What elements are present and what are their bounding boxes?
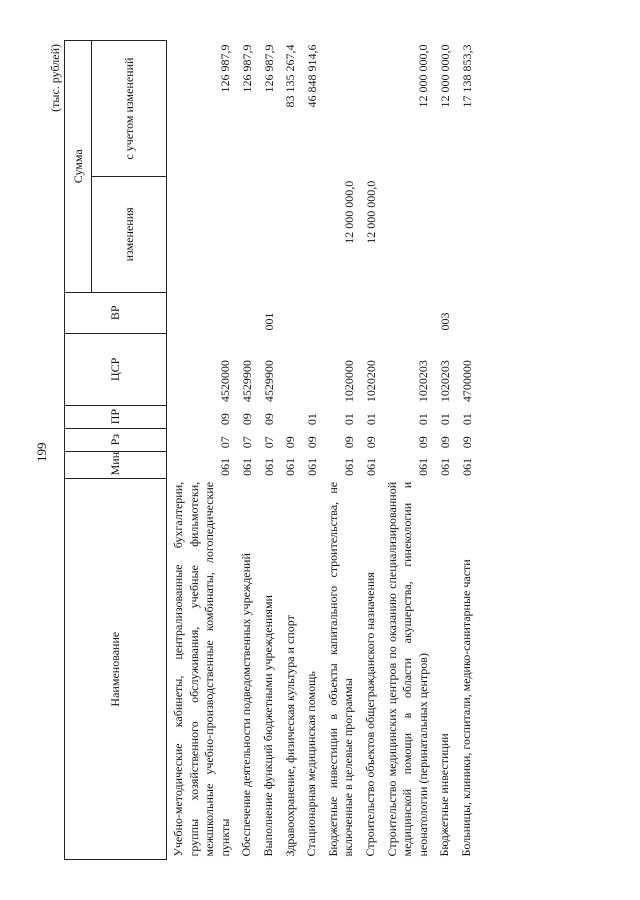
table-row [322,41,359,860]
header-with-changes: с учетом изменений [92,41,167,177]
row-total [359,41,381,177]
row-vr [455,292,477,334]
row-name: Больницы, клиники, госпитали, медико-санитарные части [458,559,473,857]
row-pr: 01 [459,413,474,426]
row-change [257,177,279,292]
row-change [433,177,455,292]
row-rz: 09 [283,436,298,449]
row-min: 061 [437,457,452,476]
row-name: Строительство медицинских центров по оказанию специализированной медицинской помощи в области акушерства, гинекологии и неонатологии (перинатальных центров) [384,481,430,857]
row-csr: 4529900 [239,360,254,403]
row-min: 061 [416,457,431,476]
row-total: 126 987,9 [218,44,233,93]
row-total: 83 135 267,4 [283,44,298,108]
table-row [433,41,455,860]
row-name: Стационарная медицинская помощь [304,671,319,857]
row-min: 061 [363,457,378,476]
header-changes: изменения [92,177,167,292]
row-change [279,177,301,292]
row-min: 061 [218,457,233,476]
header-pr: ПР [65,405,167,428]
row-vr [359,292,381,334]
row-pr: 01 [416,413,431,426]
row-rz: 09 [304,436,319,449]
row-rz: 07 [261,436,276,449]
row-csr: 4520000 [218,360,233,403]
row-total: 12 000 000,0 [437,44,452,108]
row-rz: 09 [437,436,452,449]
row-change [455,177,477,292]
row-rz: 07 [239,436,254,449]
row-pr [279,405,301,428]
row-rz: 09 [416,436,431,449]
row-rz: 09 [363,436,378,449]
row-vr [279,292,301,334]
row-change: 12 000 000,0 [341,180,356,244]
row-total [322,41,359,177]
row-vr [167,292,236,334]
table-body [167,41,477,860]
row-min: 061 [239,457,254,476]
row-csr: 1020203 [416,360,431,403]
row-total: 126 987,9 [239,44,254,93]
row-csr: 4529900 [261,360,276,403]
header-min: Мин [65,451,167,479]
row-pr: 01 [341,413,356,426]
row-change [381,177,434,292]
row-name: Бюджетные инвестиции [437,733,452,857]
header-sum: Сумма [65,41,92,293]
row-csr [300,334,322,406]
table-row [359,41,381,860]
row-pr: 01 [437,413,452,426]
row-pr: 09 [218,413,233,426]
row-name: Выполнение функций бюджетными учреждениями [260,595,275,857]
row-total: 17 138 853,3 [459,44,474,108]
table-row [279,41,301,860]
header-rz: Рз [65,428,167,451]
row-min: 061 [304,457,319,476]
row-total: 126 987,9 [261,44,276,93]
row-min: 061 [283,457,298,476]
row-csr: 1020000 [341,360,356,403]
row-change [167,177,236,292]
table-row [235,41,257,860]
row-total: 46 848 914,6 [304,44,319,108]
row-change [235,177,257,292]
table-row [257,41,279,860]
row-change [300,177,322,292]
row-rz: 07 [218,436,233,449]
row-csr: 1020200 [363,360,378,403]
header-name: Наименование [65,479,167,860]
row-vr [381,292,434,334]
row-name: Строительство объектов общегражданского назначения [362,572,377,857]
row-pr: 09 [239,413,254,426]
row-pr: 01 [304,413,319,426]
row-name: Обеспечение деятельности подведомственных учреждений [239,553,254,857]
row-pr: 01 [363,413,378,426]
row-vr: 001 [261,312,276,331]
budget-table [64,40,477,860]
row-name: Учебно-методические кабинеты, централизованные бухгалтерии, группы хозяйственного обслуживания, учебные фильмотеки, межшкольные учебно-производственные комбинаты, логопедические пункты [171,481,232,857]
row-vr [235,292,257,334]
row-change: 12 000 000,0 [363,180,378,244]
row-name: Бюджетные инвестиции в объекты капитального строительства, не включенные в целевые программы [325,481,356,857]
row-rz: 09 [341,436,356,449]
row-vr [322,292,359,334]
row-csr: 4700000 [459,360,474,403]
row-pr: 09 [261,413,276,426]
row-min: 061 [341,457,356,476]
row-min: 061 [459,457,474,476]
table-row [455,41,477,860]
table-row [167,41,236,860]
row-rz: 09 [459,436,474,449]
row-total: 12 000 000,0 [416,44,431,108]
row-name: Здравоохранение, физическая культура и спорт [282,615,297,857]
table-row [300,41,322,860]
units-label: (тыс. рублей) [48,44,62,112]
header-vr: ВР [65,292,167,334]
page-number: 199 [34,442,49,462]
row-vr [300,292,322,334]
rotated-table-sheet [48,40,588,860]
header-csr: ЦСР [65,334,167,406]
table-row [381,41,434,860]
row-min: 061 [261,457,276,476]
row-csr [279,334,301,406]
row-vr: 003 [437,312,452,331]
row-csr: 1020203 [437,360,452,403]
